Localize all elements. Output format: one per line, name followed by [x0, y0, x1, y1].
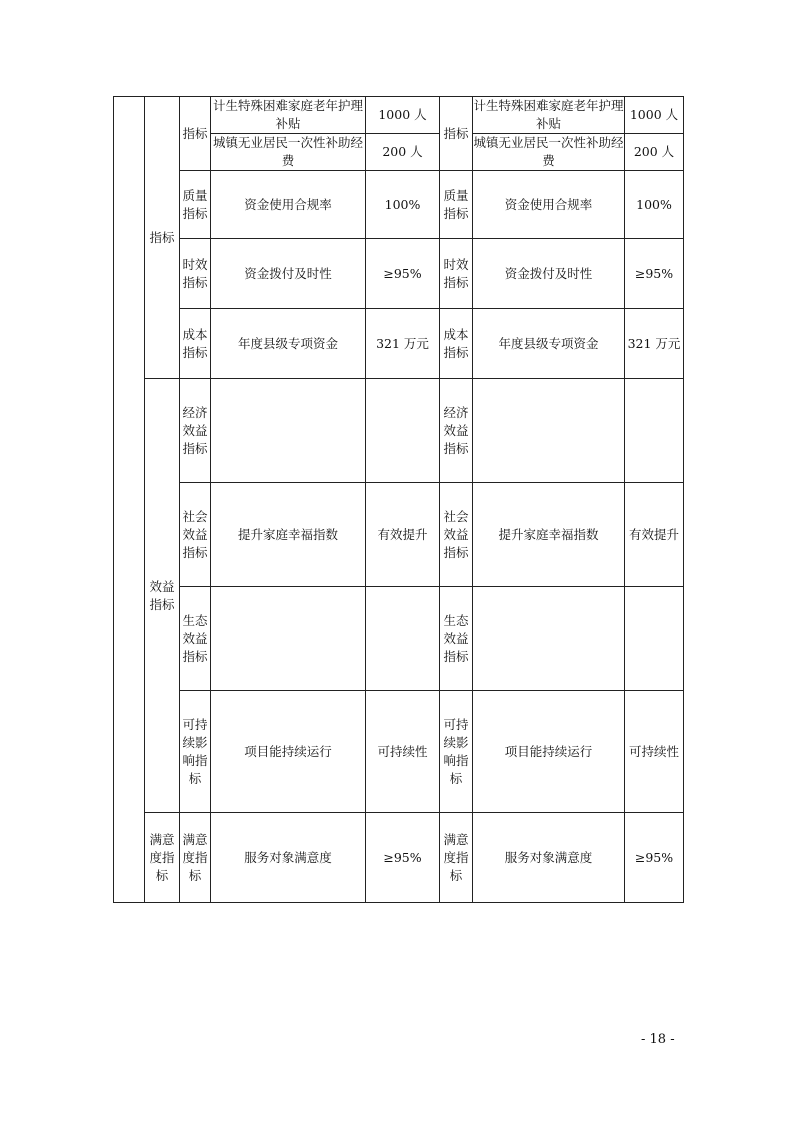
table-cell-level1: 指标: [145, 97, 180, 379]
table-cell-value: ≥95%: [366, 239, 440, 309]
table-row: [114, 483, 684, 587]
performance-table-container: [113, 96, 683, 903]
table-cell-value: 100%: [366, 171, 440, 239]
table-cell-indicator-right: [473, 379, 625, 483]
table-cell-indicator: 资金使用合规率: [211, 171, 366, 239]
table-cell-value-right: [625, 379, 684, 483]
table-cell-level2-right: 质量指标: [440, 171, 473, 239]
table-cell-level2-right: 时效指标: [440, 239, 473, 309]
table-row: [114, 309, 684, 379]
table-cell-indicator-right: 计生特殊困难家庭老年护理补贴: [473, 97, 625, 134]
table-cell-level2: 满意度指标: [180, 813, 211, 903]
table-cell-indicator-right: 提升家庭幸福指数: [473, 483, 625, 587]
table-cell-value-right: 1000 人: [625, 97, 684, 134]
table-row: [114, 379, 684, 483]
table-cell-indicator: [211, 379, 366, 483]
table-cell-value: 有效提升: [366, 483, 440, 587]
table-cell-level1: 满意度指标: [145, 813, 180, 903]
table-cell-level2-right: 社会效益指标: [440, 483, 473, 587]
table-cell-indicator: [211, 587, 366, 691]
table-row: [114, 587, 684, 691]
table-cell-value: 可持续性: [366, 691, 440, 813]
table-row: [114, 97, 684, 134]
table-cell-indicator-right: 年度县级专项资金: [473, 309, 625, 379]
table-row: [114, 691, 684, 813]
table-cell-value: ≥95%: [366, 813, 440, 903]
page-number: - 18 -: [641, 1032, 675, 1047]
table-cell-level2: 生态效益指标: [180, 587, 211, 691]
table-cell-value: 1000 人: [366, 97, 440, 134]
table-cell-indicator: 提升家庭幸福指数: [211, 483, 366, 587]
table-row: [114, 171, 684, 239]
table-cell-level2: 时效指标: [180, 239, 211, 309]
table-cell-value: 200 人: [366, 134, 440, 171]
table-cell-level2: 成本指标: [180, 309, 211, 379]
table-cell-value: [366, 587, 440, 691]
table-cell-value-right: 200 人: [625, 134, 684, 171]
table-cell-level2: 可持续影响指标: [180, 691, 211, 813]
table-cell-level2-right: 可持续影响指标: [440, 691, 473, 813]
table-row: [114, 813, 684, 903]
table-cell-level1: 效益指标: [145, 379, 180, 813]
table-cell-level2-right: 成本指标: [440, 309, 473, 379]
table-cell-value-right: ≥95%: [625, 239, 684, 309]
table-cell-value: 321 万元: [366, 309, 440, 379]
table-cell-level0: [114, 97, 145, 903]
table-cell-value-right: 可持续性: [625, 691, 684, 813]
table-cell-level2-right: 满意度指标: [440, 813, 473, 903]
table-cell-indicator-right: 资金拨付及时性: [473, 239, 625, 309]
table-cell-level2-right: 经济效益指标: [440, 379, 473, 483]
table-cell-indicator: 资金拨付及时性: [211, 239, 366, 309]
table-cell-value-right: 321 万元: [625, 309, 684, 379]
table-cell-value: [366, 379, 440, 483]
table-cell-level2-right: 生态效益指标: [440, 587, 473, 691]
table-cell-level2-right: 指标: [440, 97, 473, 171]
table-row: [114, 239, 684, 309]
table-cell-level2: 社会效益指标: [180, 483, 211, 587]
table-cell-indicator-right: 资金使用合规率: [473, 171, 625, 239]
table-cell-indicator-right: 城镇无业居民一次性补助经费: [473, 134, 625, 171]
table-cell-indicator-right: [473, 587, 625, 691]
table-cell-indicator-right: 服务对象满意度: [473, 813, 625, 903]
table-cell-level2: 指标: [180, 97, 211, 171]
table-cell-indicator: 城镇无业居民一次性补助经费: [211, 134, 366, 171]
table-cell-indicator-right: 项目能持续运行: [473, 691, 625, 813]
table-cell-level2: 质量指标: [180, 171, 211, 239]
table-cell-indicator: 年度县级专项资金: [211, 309, 366, 379]
table-cell-value-right: ≥95%: [625, 813, 684, 903]
table-cell-level2: 经济效益指标: [180, 379, 211, 483]
table-cell-indicator: 服务对象满意度: [211, 813, 366, 903]
table-cell-value-right: 100%: [625, 171, 684, 239]
table-cell-value-right: [625, 587, 684, 691]
performance-indicator-table: [113, 96, 684, 903]
table-cell-value-right: 有效提升: [625, 483, 684, 587]
table-cell-indicator: 计生特殊困难家庭老年护理补贴: [211, 97, 366, 134]
table-cell-indicator: 项目能持续运行: [211, 691, 366, 813]
